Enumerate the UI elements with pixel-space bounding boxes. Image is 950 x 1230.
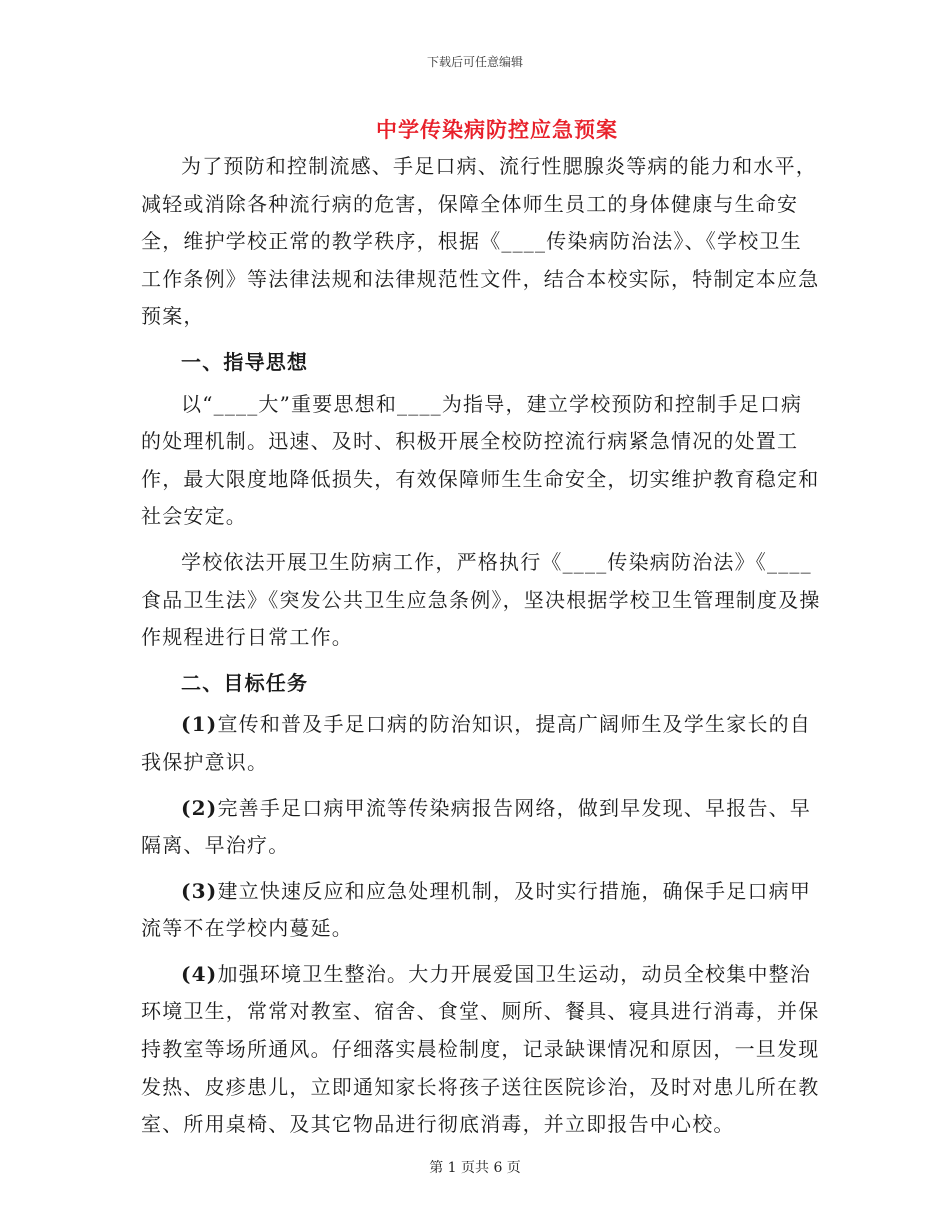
- document-body: [141, 148, 821, 1144]
- objective-item-text: 加强环境卫生整治。大力开展爱国卫生运动，动员全校集中整治环境卫生，常常对教室、宿舍、食堂、厕所、餐具、寝具进行消毒，并保持教室等场所通风。仔细落实晨检制度，记录缺课情况和原因，一旦发现发热、皮疹患儿，立即通知家长将孩子送往医院诊治，及时对患儿所在教室、所用桌椅、及其它物品进行彻底消毒，并立即报告中心校。: [141, 961, 820, 1137]
- section-heading-objectives: 二、目标任务: [181, 670, 309, 695]
- objective-item-number: (2): [181, 795, 218, 820]
- objective-item-2: [141, 790, 821, 865]
- guiding-ideology-paragraph-1: 以“____大”重要思想和____为指导，建立学校预防和控制手足口病的处理机制。迅速、及时、积极开展全校防控流行病紧急情况的处置工作，最大限度地降低损失，有效保障师生生命安全，切实维护教育稳定和社会安定。: [141, 391, 820, 529]
- objective-item-number: (1): [181, 712, 218, 737]
- objective-item-text: 完善手足口病甲流等传染病报告网络，做到早发现、早报告、早隔离、早治疗。: [141, 795, 812, 858]
- objective-item-text: 建立快速反应和应急处理机制，及时实行措施，确保手足口病甲流等不在学校内蔓延。: [141, 878, 812, 941]
- objective-item-number: (4): [181, 961, 218, 986]
- objective-item-text: 宣传和普及手足口病的防治知识，提高广阔师生及学生家长的自我保护意识。: [141, 712, 812, 774]
- document-title: 中学传染病防控应急预案: [376, 117, 618, 142]
- objective-item-number: (3): [181, 878, 218, 903]
- guiding-ideology-paragraph-2: 学校依法开展卫生防病工作，严格执行《____传染病防治法》《____食品卫生法》《突发公共卫生应急条例》，坚决根据学校卫生管理制度及操作规程进行日常工作。: [141, 549, 821, 650]
- objective-item-3: [141, 873, 821, 948]
- header-note: 下载后可任意编辑: [426, 55, 523, 69]
- objective-item-1: [141, 706, 821, 781]
- page-footer: 第 1 页共 6 页: [429, 1160, 521, 1176]
- section-heading-guiding-ideology: 一、指导思想: [181, 349, 309, 374]
- objective-item-4: [141, 956, 821, 1144]
- intro-paragraph: 为了预防和控制流感、手足口病、流行性腮腺炎等病的能力和水平，减轻或消除各种流行病的危害，保障全体师生员工的身体健康与生命安全，维护学校正常的教学秩序，根据《____传染病防治法》、《学校卫生工作条例》等法律法规和法律规范性文件，结合本校实际，特制定本应急预案，: [141, 154, 820, 329]
